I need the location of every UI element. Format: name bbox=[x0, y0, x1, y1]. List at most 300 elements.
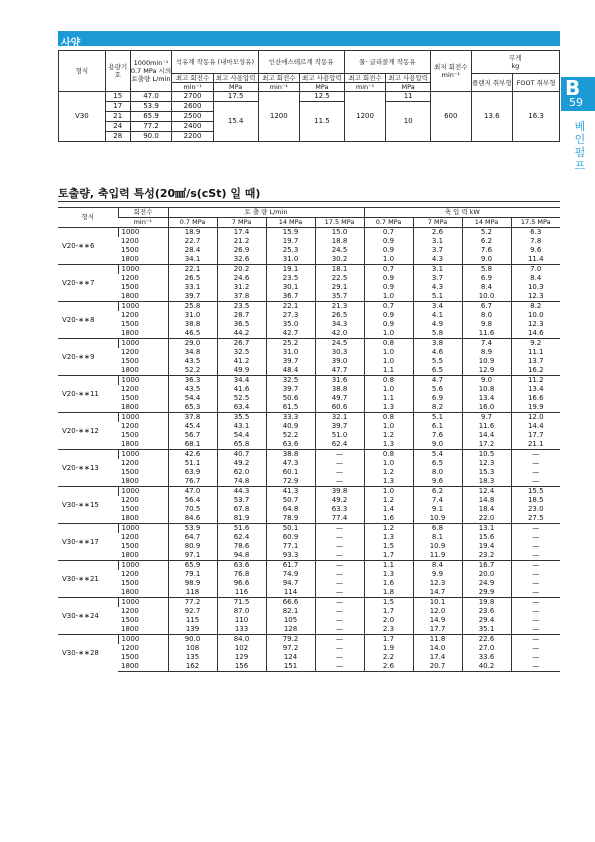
table-row bbox=[58, 302, 560, 312]
value-cell: 162 bbox=[168, 662, 217, 672]
value-cell: 1.3 bbox=[364, 403, 413, 413]
cell: 53.9 bbox=[130, 102, 172, 112]
value-cell: 12.3 bbox=[462, 459, 511, 468]
value-cell: 42.6 bbox=[168, 450, 217, 460]
value-cell: 17.4 bbox=[413, 653, 462, 662]
value-cell: 7.6 bbox=[413, 431, 462, 440]
value-cell: 11.1 bbox=[511, 348, 560, 357]
value-cell: 1.0 bbox=[364, 385, 413, 394]
value-cell: 18.8 bbox=[315, 237, 364, 246]
speed-cell: 1200 bbox=[121, 496, 139, 504]
cell: 2700 bbox=[172, 92, 214, 102]
speed-cell: 1000 bbox=[118, 450, 168, 460]
value-cell: 78.9 bbox=[266, 514, 315, 524]
value-cell: 92.7 bbox=[168, 607, 217, 616]
value-cell: 11.4 bbox=[511, 255, 560, 265]
value-cell: 16.0 bbox=[462, 403, 511, 413]
col-max-speed-2: 최고 회전수 bbox=[258, 74, 300, 83]
value-cell: 35.7 bbox=[315, 292, 364, 302]
value-cell: — bbox=[315, 616, 364, 625]
speed-cell: 1500 bbox=[121, 542, 139, 550]
value-cell: 1.7 bbox=[364, 551, 413, 561]
value-cell: 21.3 bbox=[315, 302, 364, 312]
table-row bbox=[59, 92, 560, 102]
value-cell: 51.1 bbox=[168, 459, 217, 468]
value-cell: 35.5 bbox=[217, 413, 266, 423]
speed-cell: 1200 bbox=[121, 311, 139, 319]
value-cell: 9.0 bbox=[462, 255, 511, 265]
value-cell: 49.9 bbox=[217, 366, 266, 376]
value-cell: 32.6 bbox=[217, 255, 266, 265]
table-row bbox=[58, 653, 560, 662]
model-cell: V20-∗∗9 bbox=[58, 339, 118, 376]
value-cell: 5.8 bbox=[413, 329, 462, 339]
value-cell: 39.7 bbox=[315, 422, 364, 431]
value-cell: 21.1 bbox=[511, 440, 560, 450]
value-cell: 82.1 bbox=[266, 607, 315, 616]
weight-label: 무게 bbox=[508, 54, 522, 62]
speed-cell: 1000 bbox=[118, 228, 168, 238]
table-row bbox=[58, 246, 560, 255]
value-cell: 84.6 bbox=[168, 514, 217, 524]
table-row bbox=[58, 311, 560, 320]
value-cell: 38.8 bbox=[315, 385, 364, 394]
value-cell: 29.0 bbox=[168, 339, 217, 349]
value-cell: 8.2 bbox=[511, 302, 560, 312]
table-row bbox=[58, 533, 560, 542]
value-cell: 1.2 bbox=[364, 524, 413, 534]
value-cell: 61.5 bbox=[266, 403, 315, 413]
value-cell: 1.0 bbox=[364, 348, 413, 357]
value-cell: 24.5 bbox=[315, 246, 364, 255]
table-row bbox=[58, 635, 560, 645]
speed-cell: 1000 bbox=[118, 635, 168, 645]
value-cell: 105 bbox=[266, 616, 315, 625]
divider bbox=[58, 201, 560, 202]
value-cell: — bbox=[315, 579, 364, 588]
speed-cell: 1000 bbox=[118, 265, 168, 275]
value-cell: 17.7 bbox=[511, 431, 560, 440]
cell: 1200 bbox=[344, 92, 386, 142]
table-row bbox=[58, 265, 560, 275]
value-cell: 22.5 bbox=[315, 274, 364, 283]
value-cell: 8.4 bbox=[462, 283, 511, 292]
value-cell: 1.3 bbox=[364, 477, 413, 487]
value-cell: — bbox=[511, 662, 560, 672]
col-power-p3: 14 MPa bbox=[462, 218, 511, 228]
value-cell: 8.9 bbox=[462, 348, 511, 357]
value-cell: 108 bbox=[168, 644, 217, 653]
cell: 12.5 bbox=[300, 92, 345, 102]
cell: 15 bbox=[105, 92, 130, 102]
cell: 13.6 bbox=[471, 92, 513, 142]
value-cell: 18.9 bbox=[168, 228, 217, 238]
value-cell: — bbox=[511, 607, 560, 616]
speed-cell: 1800 bbox=[121, 255, 139, 263]
table-row bbox=[58, 561, 560, 571]
value-cell: 3.4 bbox=[413, 302, 462, 312]
cell: 24 bbox=[105, 122, 130, 132]
speed-cell: 1800 bbox=[121, 625, 139, 633]
value-cell: 2.2 bbox=[364, 653, 413, 662]
value-cell: 76.8 bbox=[217, 570, 266, 579]
value-cell: 8.2 bbox=[413, 403, 462, 413]
value-cell: 32.5 bbox=[217, 348, 266, 357]
value-cell: 6.8 bbox=[413, 524, 462, 534]
value-cell: 1.3 bbox=[364, 570, 413, 579]
value-cell: 0.7 bbox=[364, 302, 413, 312]
value-cell: 18.4 bbox=[462, 505, 511, 514]
value-cell: 13.4 bbox=[511, 385, 560, 394]
value-cell: 20.2 bbox=[217, 265, 266, 275]
table-row bbox=[58, 542, 560, 551]
cell: 90.0 bbox=[130, 132, 172, 142]
value-cell: 20.0 bbox=[462, 570, 511, 579]
cell: 2600 bbox=[172, 102, 214, 112]
value-cell: 63.6 bbox=[266, 440, 315, 450]
unit-speed-1: min⁻¹ bbox=[172, 83, 214, 92]
value-cell: — bbox=[315, 524, 364, 534]
value-cell: 46.5 bbox=[168, 329, 217, 339]
value-cell: 93.3 bbox=[266, 551, 315, 561]
value-cell: 60.6 bbox=[315, 403, 364, 413]
value-cell: 36.7 bbox=[266, 292, 315, 302]
value-cell: 24.5 bbox=[315, 339, 364, 349]
speed-cell: 1000 bbox=[118, 598, 168, 608]
speed-cell: 1200 bbox=[121, 348, 139, 356]
value-cell: 1.0 bbox=[364, 422, 413, 431]
value-cell: 39.7 bbox=[266, 357, 315, 366]
speed-cell: 1500 bbox=[121, 283, 139, 291]
model-cell: V20-∗∗8 bbox=[58, 302, 118, 339]
value-cell: — bbox=[511, 551, 560, 561]
value-cell: 1.7 bbox=[364, 607, 413, 616]
value-cell: 26.7 bbox=[217, 339, 266, 349]
value-cell: 74.8 bbox=[217, 477, 266, 487]
value-cell: 8.0 bbox=[413, 468, 462, 477]
value-cell: 10.9 bbox=[462, 357, 511, 366]
col-power-title: 축 입 력 kW bbox=[364, 208, 560, 218]
model-cell: V30-∗∗15 bbox=[58, 487, 118, 524]
table-row bbox=[58, 468, 560, 477]
col-flow: 1000min⁻¹ 0.7 MPa 시의 토출량 L/min bbox=[130, 51, 172, 92]
value-cell: 30.3 bbox=[315, 348, 364, 357]
value-cell: 29.1 bbox=[315, 283, 364, 292]
value-cell: — bbox=[315, 653, 364, 662]
value-cell: 96.6 bbox=[217, 579, 266, 588]
table-row bbox=[58, 255, 560, 265]
value-cell: 2.0 bbox=[364, 616, 413, 625]
value-cell: 31.0 bbox=[266, 348, 315, 357]
value-cell: 8.4 bbox=[413, 561, 462, 571]
table-row bbox=[58, 607, 560, 616]
value-cell: 139 bbox=[168, 625, 217, 635]
value-cell: 129 bbox=[217, 653, 266, 662]
value-cell: 156 bbox=[217, 662, 266, 672]
value-cell: 17.7 bbox=[413, 625, 462, 635]
cell: 1200 bbox=[258, 92, 300, 142]
value-cell: — bbox=[315, 477, 364, 487]
value-cell: — bbox=[511, 579, 560, 588]
value-cell: — bbox=[511, 598, 560, 608]
speed-cell: 1800 bbox=[121, 514, 139, 522]
value-cell: 49.2 bbox=[217, 459, 266, 468]
value-cell: 25.8 bbox=[168, 302, 217, 312]
col-foot: FOOT 취부형 bbox=[513, 74, 560, 92]
table-row bbox=[58, 292, 560, 302]
value-cell: 63.3 bbox=[315, 505, 364, 514]
value-cell: 1.0 bbox=[364, 459, 413, 468]
model-cell: V20-∗∗11 bbox=[58, 376, 118, 413]
value-cell: 0.8 bbox=[364, 450, 413, 460]
value-cell: 1.1 bbox=[364, 561, 413, 571]
value-cell: 3.7 bbox=[413, 274, 462, 283]
value-cell: 50.6 bbox=[266, 394, 315, 403]
value-cell: 11.6 bbox=[462, 329, 511, 339]
value-cell: 11.6 bbox=[462, 422, 511, 431]
value-cell: 23.2 bbox=[462, 551, 511, 561]
value-cell: 98.9 bbox=[168, 579, 217, 588]
value-cell: — bbox=[315, 598, 364, 608]
value-cell: 15.0 bbox=[315, 228, 364, 238]
value-cell: 0.9 bbox=[364, 274, 413, 283]
speed-cell: 1800 bbox=[121, 366, 139, 374]
chapter-name: 베인펌프 bbox=[574, 120, 586, 172]
value-cell: 6.2 bbox=[462, 237, 511, 246]
value-cell: 65.3 bbox=[168, 403, 217, 413]
value-cell: 5.6 bbox=[413, 385, 462, 394]
unit-speed-3: min⁻¹ bbox=[344, 83, 386, 92]
value-cell: 16.6 bbox=[511, 394, 560, 403]
col-oil-phosphate: 인산에스테르계 작동유 bbox=[258, 51, 344, 74]
value-cell: 4.3 bbox=[413, 255, 462, 265]
value-cell: 31.6 bbox=[315, 376, 364, 386]
speed-cell: 1800 bbox=[118, 662, 168, 672]
model-cell: V30-∗∗17 bbox=[58, 524, 118, 561]
value-cell: 25.3 bbox=[266, 246, 315, 255]
value-cell: 79.2 bbox=[266, 635, 315, 645]
value-cell: 3.7 bbox=[413, 246, 462, 255]
value-cell: 60.9 bbox=[266, 533, 315, 542]
value-cell: 9.6 bbox=[413, 477, 462, 487]
value-cell: 42.0 bbox=[315, 329, 364, 339]
value-cell: 47.0 bbox=[168, 487, 217, 497]
cell: 17 bbox=[105, 102, 130, 112]
value-cell: 97.1 bbox=[168, 551, 217, 561]
speed-cell: 1800 bbox=[121, 329, 139, 337]
table-row bbox=[58, 237, 560, 246]
chapter-letter: B bbox=[565, 76, 581, 100]
value-cell: 3.1 bbox=[413, 265, 462, 275]
cell: 2400 bbox=[172, 122, 214, 132]
value-cell: 14.9 bbox=[413, 616, 462, 625]
speed-cell: 1000 bbox=[118, 376, 168, 386]
model-cell: V20-∗∗12 bbox=[58, 413, 118, 450]
value-cell: 39.8 bbox=[315, 487, 364, 497]
model-cell: V30-∗∗28 bbox=[58, 635, 118, 672]
value-cell: 13.4 bbox=[462, 394, 511, 403]
value-cell: 42.7 bbox=[266, 329, 315, 339]
value-cell: 5.5 bbox=[413, 357, 462, 366]
speed-cell: 1200 bbox=[121, 459, 139, 467]
value-cell: 24.9 bbox=[462, 579, 511, 588]
value-cell: 6.1 bbox=[413, 422, 462, 431]
table-row bbox=[58, 551, 560, 561]
value-cell: 1.6 bbox=[364, 514, 413, 524]
value-cell: 1.1 bbox=[364, 394, 413, 403]
model-cell: V30-∗∗21 bbox=[58, 561, 118, 598]
table-row bbox=[58, 283, 560, 292]
value-cell: 54.4 bbox=[217, 431, 266, 440]
value-cell: — bbox=[511, 635, 560, 645]
value-cell: 50.7 bbox=[266, 496, 315, 505]
col-min-speed: 최저 회전수 min⁻¹ bbox=[431, 51, 472, 92]
value-cell: 39.7 bbox=[266, 385, 315, 394]
value-cell: — bbox=[315, 644, 364, 653]
speed-cell: 1500 bbox=[121, 246, 139, 254]
value-cell: 94.8 bbox=[217, 551, 266, 561]
value-cell: 21.2 bbox=[217, 237, 266, 246]
speed-cell: 1800 bbox=[121, 477, 139, 485]
value-cell: 0.8 bbox=[364, 376, 413, 386]
value-cell: — bbox=[315, 459, 364, 468]
value-cell: 1.9 bbox=[364, 644, 413, 653]
value-cell: — bbox=[315, 551, 364, 561]
value-cell: 33.1 bbox=[168, 283, 217, 292]
value-cell: 76.7 bbox=[168, 477, 217, 487]
value-cell: 7.4 bbox=[462, 339, 511, 349]
value-cell: 2.3 bbox=[364, 625, 413, 635]
speed-cell: 1000 bbox=[118, 524, 168, 534]
value-cell: 41.3 bbox=[266, 487, 315, 497]
speed-cell: 1200 bbox=[121, 274, 139, 282]
value-cell: 26.5 bbox=[168, 274, 217, 283]
value-cell: 64.7 bbox=[168, 533, 217, 542]
value-cell: 151 bbox=[266, 662, 315, 672]
value-cell: 29.9 bbox=[462, 588, 511, 598]
value-cell: 0.8 bbox=[364, 339, 413, 349]
value-cell: 22.1 bbox=[168, 265, 217, 275]
value-cell: 47.3 bbox=[266, 459, 315, 468]
value-cell: 4.6 bbox=[413, 348, 462, 357]
value-cell: 5.2 bbox=[462, 228, 511, 238]
value-cell: 27.0 bbox=[462, 644, 511, 653]
value-cell: 26.5 bbox=[315, 311, 364, 320]
value-cell: 70.5 bbox=[168, 505, 217, 514]
col-speed: 회전수 bbox=[118, 208, 168, 218]
value-cell: 53.9 bbox=[168, 524, 217, 534]
value-cell: 9.1 bbox=[413, 505, 462, 514]
table-row bbox=[58, 625, 560, 635]
speed-cell: 1200 bbox=[121, 533, 139, 541]
value-cell: 38.8 bbox=[168, 320, 217, 329]
value-cell: 49.7 bbox=[315, 394, 364, 403]
table-row bbox=[58, 496, 560, 505]
value-cell: 79.1 bbox=[168, 570, 217, 579]
value-cell: 14.0 bbox=[413, 644, 462, 653]
speed-cell: 1500 bbox=[121, 357, 139, 365]
value-cell: 40.7 bbox=[217, 450, 266, 460]
speed-cell: 1000 bbox=[118, 561, 168, 571]
value-cell: 6.2 bbox=[413, 487, 462, 497]
col-type: 형식 bbox=[59, 51, 106, 92]
value-cell: 36.3 bbox=[168, 376, 217, 386]
value-cell: 12.9 bbox=[462, 366, 511, 376]
value-cell: 6.9 bbox=[413, 394, 462, 403]
value-cell: 1.8 bbox=[364, 588, 413, 598]
value-cell: 65.8 bbox=[217, 440, 266, 450]
value-cell: 12.4 bbox=[462, 487, 511, 497]
value-cell: 47.7 bbox=[315, 366, 364, 376]
speed-cell: 1200 bbox=[121, 237, 139, 245]
value-cell: 116 bbox=[217, 588, 266, 598]
col-power-p1: 0.7 MPa bbox=[364, 218, 413, 228]
model-cell: V20-∗∗13 bbox=[58, 450, 118, 487]
value-cell: 72.9 bbox=[266, 477, 315, 487]
spec-table bbox=[58, 50, 560, 142]
value-cell: 52.2 bbox=[168, 366, 217, 376]
value-cell: 115 bbox=[168, 616, 217, 625]
speed-cell: 1800 bbox=[121, 403, 139, 411]
speed-cell: 1200 bbox=[121, 385, 139, 393]
value-cell: 60.1 bbox=[266, 468, 315, 477]
col-max-press-2: 최고 사용압력 bbox=[300, 74, 345, 83]
value-cell: — bbox=[511, 477, 560, 487]
value-cell: 1.0 bbox=[364, 255, 413, 265]
section-title: 사양 bbox=[61, 38, 81, 49]
value-cell: 28.4 bbox=[168, 246, 217, 255]
value-cell: 110 bbox=[217, 616, 266, 625]
value-cell: 34.1 bbox=[168, 255, 217, 265]
value-cell: 133 bbox=[217, 625, 266, 635]
cell: 47.0 bbox=[130, 92, 172, 102]
value-cell: 0.9 bbox=[364, 246, 413, 255]
value-cell: 1.3 bbox=[364, 533, 413, 542]
value-cell: 10.9 bbox=[413, 542, 462, 551]
value-cell: 14.4 bbox=[462, 431, 511, 440]
value-cell: 14.7 bbox=[413, 588, 462, 598]
page-number: 59 bbox=[569, 96, 583, 109]
value-cell: 44.2 bbox=[217, 329, 266, 339]
value-cell: 128 bbox=[266, 625, 315, 635]
table-row bbox=[58, 376, 560, 386]
performance-table bbox=[58, 207, 560, 672]
value-cell: 50.1 bbox=[266, 524, 315, 534]
value-cell: 48.4 bbox=[266, 366, 315, 376]
value-cell: 102 bbox=[217, 644, 266, 653]
value-cell: 4.1 bbox=[413, 311, 462, 320]
value-cell: 62.0 bbox=[217, 468, 266, 477]
value-cell: 10.0 bbox=[511, 311, 560, 320]
weight-unit: kg bbox=[511, 62, 520, 70]
value-cell: 26.9 bbox=[217, 246, 266, 255]
value-cell: 1.3 bbox=[364, 440, 413, 450]
speed-cell: 1800 bbox=[121, 588, 139, 596]
col-power-p4: 17.5 MPa bbox=[511, 218, 560, 228]
value-cell: 77.4 bbox=[315, 514, 364, 524]
value-cell: — bbox=[315, 607, 364, 616]
value-cell: 7.6 bbox=[462, 246, 511, 255]
col-flow-p2: 7 MPa bbox=[217, 218, 266, 228]
cell: 600 bbox=[431, 92, 472, 142]
value-cell: — bbox=[315, 542, 364, 551]
value-cell: 0.8 bbox=[364, 413, 413, 423]
value-cell: 62.4 bbox=[217, 533, 266, 542]
value-cell: — bbox=[511, 542, 560, 551]
value-cell: — bbox=[511, 459, 560, 468]
table-row bbox=[58, 320, 560, 329]
value-cell: — bbox=[315, 588, 364, 598]
